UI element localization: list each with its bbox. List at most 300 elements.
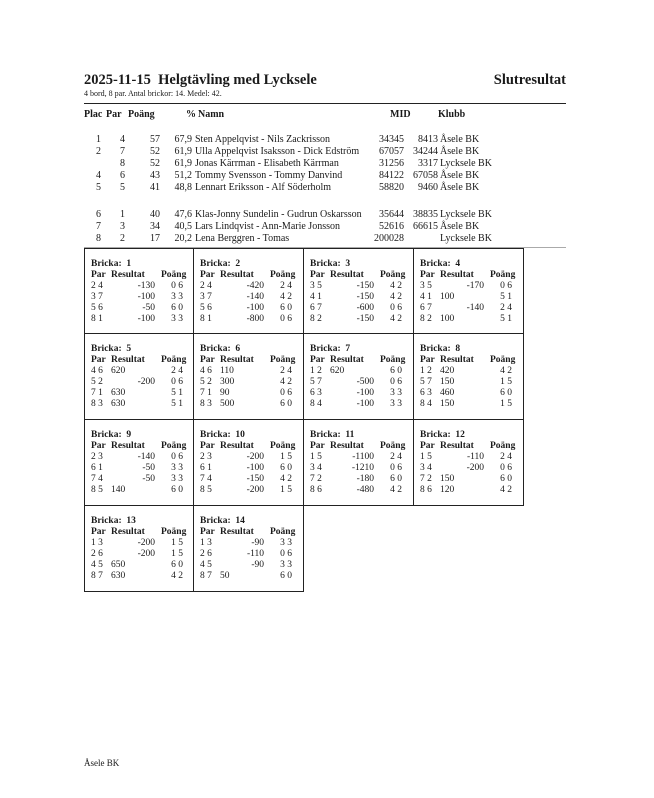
- board-points: 5 1: [500, 292, 512, 302]
- board-number: 10: [235, 430, 245, 440]
- pair-number: 7: [120, 146, 125, 157]
- board-row: [91, 571, 191, 582]
- pair-names: Lennart Eriksson - Alf Söderholm: [195, 182, 332, 193]
- pair-number: 1: [120, 209, 125, 220]
- board-points: 4 2: [390, 314, 402, 324]
- board-points: 2 4: [500, 303, 512, 313]
- board-col-poang: Poäng: [380, 270, 406, 280]
- board-label: Bricka:: [420, 430, 451, 440]
- pair-number: 2: [120, 233, 125, 244]
- board-col-resultat: Resultat: [220, 270, 254, 280]
- board-number: 9: [126, 430, 132, 440]
- member-id-2: 67058: [413, 170, 438, 181]
- board-pairs: 4 1: [310, 292, 322, 302]
- board-points: 2 4: [500, 452, 512, 462]
- board-pairs: 7 1: [91, 388, 103, 398]
- board-pairs: 7 2: [420, 474, 432, 484]
- board-points: 3 3: [171, 314, 183, 324]
- board-row: [420, 474, 520, 485]
- board-result: 100: [440, 292, 455, 302]
- board-col-par: Par: [420, 441, 435, 451]
- header-divider: [84, 103, 566, 104]
- board-result: -200: [137, 377, 155, 387]
- board-points: 6 0: [500, 474, 512, 484]
- result-row: [84, 170, 566, 182]
- board-row: [200, 399, 300, 410]
- board-points: 3 3: [171, 292, 183, 302]
- board-pairs: 2 3: [91, 452, 103, 462]
- board-row: [200, 377, 300, 388]
- board-pairs: 8 5: [91, 485, 103, 495]
- board-points: 5 1: [171, 399, 183, 409]
- placement: 7: [96, 221, 101, 232]
- board-result: 630: [111, 388, 126, 398]
- col-klubb: Klubb: [438, 109, 466, 120]
- pair-names: Lena Berggren - Tomas: [195, 233, 290, 244]
- board-points: 1 5: [280, 452, 292, 462]
- board-result: -200: [246, 452, 264, 462]
- board-row: [200, 463, 300, 474]
- board-col-par: Par: [310, 441, 325, 451]
- board-pairs: 4 6: [91, 366, 103, 376]
- board-pairs: 8 1: [91, 314, 103, 324]
- board-points: 0 6: [171, 452, 183, 462]
- points: 34: [150, 221, 160, 232]
- board-points: 0 6: [390, 463, 402, 473]
- board-points: 2 4: [171, 366, 183, 376]
- board-pairs: 5 2: [91, 377, 103, 387]
- board-row: [91, 560, 191, 571]
- board-points: 6 0: [390, 474, 402, 484]
- result-row: [84, 158, 566, 170]
- board-pairs: 5 6: [91, 303, 103, 313]
- board-pairs: 8 3: [200, 399, 212, 409]
- board-number: 2: [235, 259, 241, 269]
- board-pairs: 6 3: [310, 388, 322, 398]
- percent: 40,5: [174, 221, 192, 232]
- board-col-poang: Poäng: [490, 355, 516, 365]
- board-row: [420, 485, 520, 496]
- board-pairs: 4 1: [420, 292, 432, 302]
- board-result: 50: [220, 571, 230, 581]
- board-row: [310, 303, 410, 314]
- board-label: Bricka:: [91, 430, 122, 440]
- board-result: -100: [356, 399, 374, 409]
- board-result: -1210: [351, 463, 374, 473]
- points: 57: [150, 134, 160, 145]
- board-points: 4 2: [390, 485, 402, 495]
- board-result: -90: [251, 560, 264, 570]
- club: Åsele BK: [440, 146, 480, 157]
- results-header: [84, 109, 566, 121]
- points: 17: [150, 233, 160, 244]
- percent: 61,9: [174, 158, 192, 169]
- board-result: -480: [356, 485, 374, 495]
- board-points: 3 3: [390, 388, 402, 398]
- board-card: [414, 248, 524, 334]
- board-result: 110: [220, 366, 234, 376]
- placement: 2: [96, 146, 101, 157]
- board-card: [304, 248, 414, 334]
- col-poang: Poäng: [128, 109, 155, 120]
- board-result: 630: [111, 399, 126, 409]
- board-row: [91, 399, 191, 410]
- board-pairs: 7 4: [200, 474, 212, 484]
- board-pairs: 4 5: [200, 560, 212, 570]
- result-row: [84, 221, 566, 233]
- board-title: [91, 430, 131, 440]
- member-id-2: 3317: [418, 158, 438, 169]
- board-col-resultat: Resultat: [440, 441, 474, 451]
- pair-names: Lars Lindqvist - Ann-Marie Jonsson: [195, 221, 340, 232]
- board-col-resultat: Resultat: [220, 355, 254, 365]
- board-row: [420, 366, 520, 377]
- board-pairs: 3 5: [420, 281, 432, 291]
- board-col-resultat: Resultat: [330, 355, 364, 365]
- club: Lycksele BK: [440, 158, 492, 169]
- board-pairs: 8 6: [310, 485, 322, 495]
- placement: 1: [96, 134, 101, 145]
- board-pairs: 5 7: [420, 377, 432, 387]
- board-points: 3 3: [171, 463, 183, 473]
- board-row: [91, 485, 191, 496]
- board-result: -150: [356, 314, 374, 324]
- board-col-par: Par: [91, 270, 106, 280]
- board-points: 2 4: [280, 281, 292, 291]
- board-number: 11: [345, 430, 355, 440]
- club: Åsele BK: [440, 170, 480, 181]
- board-row: [310, 377, 410, 388]
- board-row: [310, 399, 410, 410]
- board-label: Bricka:: [310, 259, 341, 269]
- member-id-2: 38835: [413, 209, 438, 220]
- board-result: -140: [246, 292, 264, 302]
- board-pairs: 8 1: [200, 314, 212, 324]
- board-row: [91, 463, 191, 474]
- board-col-poang: Poäng: [270, 270, 296, 280]
- board-col-poang: Poäng: [380, 441, 406, 451]
- board-col-resultat: Resultat: [440, 270, 474, 280]
- board-row: [200, 560, 300, 571]
- board-result: -100: [246, 303, 264, 313]
- board-result: 120: [440, 485, 455, 495]
- board-col-par: Par: [200, 441, 215, 451]
- board-row: [310, 485, 410, 496]
- board-points: 4 2: [390, 292, 402, 302]
- board-points: 0 6: [280, 314, 292, 324]
- result-row: [84, 134, 566, 146]
- board-points: 3 3: [171, 474, 183, 484]
- board-result: -200: [137, 549, 155, 559]
- board-pairs: 8 7: [200, 571, 212, 581]
- board-label: Bricka:: [91, 344, 122, 354]
- board-row: [200, 314, 300, 325]
- points: 40: [150, 209, 160, 220]
- board-title: [420, 430, 465, 440]
- pair-number: 6: [120, 170, 125, 181]
- board-result: -50: [142, 463, 155, 473]
- board-points: 4 2: [390, 281, 402, 291]
- board-row: [91, 452, 191, 463]
- event-summary: 4 bord, 8 par. Antal brickor: 14. Medel: 42.: [84, 89, 222, 98]
- board-points: 3 3: [280, 538, 292, 548]
- board-label: Bricka:: [91, 259, 122, 269]
- board-col-par: Par: [200, 527, 215, 537]
- board-result: 140: [111, 485, 126, 495]
- board-card: [414, 334, 524, 420]
- board-col-resultat: Resultat: [111, 355, 145, 365]
- board-number: 5: [126, 344, 132, 354]
- board-card: [194, 506, 304, 592]
- board-card: [414, 420, 524, 506]
- board-row: [91, 314, 191, 325]
- percent: 48,8: [174, 182, 192, 193]
- board-pairs: 8 6: [420, 485, 432, 495]
- board-points: 6 0: [280, 303, 292, 313]
- board-row: [420, 399, 520, 410]
- board-pairs: 4 6: [200, 366, 212, 376]
- board-pairs: 8 4: [310, 399, 322, 409]
- pair-names: Tommy Svensson - Tommy Danvind: [195, 170, 343, 181]
- board-pairs: 1 2: [420, 366, 432, 376]
- member-id-1: 35644: [379, 209, 404, 220]
- board-card: [84, 248, 194, 334]
- board-number: 7: [345, 344, 351, 354]
- board-row: [420, 281, 520, 292]
- board-result: -100: [137, 292, 155, 302]
- board-title: [91, 344, 131, 354]
- board-pairs: 6 7: [420, 303, 432, 313]
- pair-number: 8: [120, 158, 125, 169]
- board-card: [84, 334, 194, 420]
- board-points: 4 2: [171, 571, 183, 581]
- points: 41: [150, 182, 160, 193]
- board-title: [200, 430, 245, 440]
- col-mid: MID: [390, 109, 411, 120]
- board-row: [420, 314, 520, 325]
- club: Lycksele BK: [440, 233, 492, 244]
- board-points: 4 2: [500, 366, 512, 376]
- board-title: [310, 259, 350, 269]
- board-result: -90: [251, 538, 264, 548]
- pair-names: Jonas Kärrman - Elisabeth Kärrman: [195, 158, 339, 169]
- board-result: 150: [440, 399, 455, 409]
- board-result: -150: [246, 474, 264, 484]
- member-id-1: 67057: [379, 146, 404, 157]
- board-col-par: Par: [310, 270, 325, 280]
- board-row: [91, 388, 191, 399]
- board-title: [420, 344, 460, 354]
- board-points: 6 0: [280, 463, 292, 473]
- result-row: [84, 146, 566, 158]
- board-result: -150: [356, 281, 374, 291]
- board-result: 150: [440, 474, 455, 484]
- board-points: 6 0: [390, 366, 402, 376]
- board-row: [420, 388, 520, 399]
- board-card: [84, 420, 194, 506]
- board-result: 620: [330, 366, 345, 376]
- board-pairs: 8 2: [420, 314, 432, 324]
- board-col-poang: Poäng: [380, 355, 406, 365]
- board-row: [200, 571, 300, 582]
- member-id-2: 9460: [418, 182, 438, 193]
- board-result: -50: [142, 474, 155, 484]
- board-pairs: 5 7: [310, 377, 322, 387]
- board-col-poang: Poäng: [490, 441, 516, 451]
- board-pairs: 5 6: [200, 303, 212, 313]
- board-col-par: Par: [91, 527, 106, 537]
- board-col-resultat: Resultat: [111, 441, 145, 451]
- board-number: 12: [455, 430, 465, 440]
- board-result: -420: [246, 281, 264, 291]
- board-pairs: 1 5: [420, 452, 432, 462]
- board-card: [194, 420, 304, 506]
- board-result: 300: [220, 377, 235, 387]
- board-result: -200: [466, 463, 484, 473]
- board-result: -110: [246, 549, 264, 559]
- board-pairs: 8 2: [310, 314, 322, 324]
- points: 52: [150, 146, 160, 157]
- board-col-poang: Poäng: [161, 441, 187, 451]
- club: Åsele BK: [440, 134, 480, 145]
- board-row: [310, 366, 410, 377]
- board-title: [200, 516, 245, 526]
- board-row: [310, 474, 410, 485]
- col-namn: Namn: [198, 109, 225, 120]
- board-points: 2 4: [280, 366, 292, 376]
- board-points: 0 6: [171, 281, 183, 291]
- board-result: 90: [220, 388, 230, 398]
- board-row: [91, 292, 191, 303]
- board-result: 100: [440, 314, 455, 324]
- board-points: 1 5: [171, 538, 183, 548]
- board-row: [91, 366, 191, 377]
- board-card: [194, 334, 304, 420]
- board-card: [84, 506, 194, 592]
- board-row: [310, 292, 410, 303]
- result-row: [84, 233, 566, 245]
- board-col-poang: Poäng: [270, 441, 296, 451]
- member-id-1: 200028: [374, 233, 404, 244]
- placement: 4: [96, 170, 101, 181]
- board-pairs: 7 4: [91, 474, 103, 484]
- member-id-1: 52616: [379, 221, 404, 232]
- board-title: [91, 259, 131, 269]
- board-number: 1: [126, 259, 132, 269]
- percent: 47,6: [174, 209, 192, 220]
- board-row: [200, 281, 300, 292]
- percent: 51,2: [174, 170, 192, 181]
- board-col-resultat: Resultat: [111, 527, 145, 537]
- board-pairs: 2 4: [200, 281, 212, 291]
- board-col-poang: Poäng: [161, 355, 187, 365]
- board-result: -140: [466, 303, 484, 313]
- board-pairs: 6 1: [200, 463, 212, 473]
- board-row: [200, 292, 300, 303]
- board-points: 0 6: [500, 463, 512, 473]
- board-result: -170: [466, 281, 484, 291]
- board-points: 0 6: [280, 388, 292, 398]
- board-result: 630: [111, 571, 126, 581]
- board-points: 6 0: [171, 560, 183, 570]
- board-card: [194, 248, 304, 334]
- board-pairs: 1 3: [200, 538, 212, 548]
- board-result: -600: [356, 303, 374, 313]
- board-col-resultat: Resultat: [220, 527, 254, 537]
- board-points: 3 3: [390, 399, 402, 409]
- board-result: 500: [220, 399, 235, 409]
- member-id-2: 66615: [413, 221, 438, 232]
- board-result: 420: [440, 366, 455, 376]
- board-pairs: 3 5: [310, 281, 322, 291]
- board-col-par: Par: [200, 270, 215, 280]
- placement: 8: [96, 233, 101, 244]
- board-result: -140: [137, 452, 155, 462]
- board-result: -200: [246, 485, 264, 495]
- board-pairs: 7 2: [310, 474, 322, 484]
- member-id-1: 58820: [379, 182, 404, 193]
- percent: 20,2: [174, 233, 192, 244]
- footer-club: Åsele BK: [84, 758, 120, 768]
- board-result: 460: [440, 388, 455, 398]
- pair-names: Sten Appelqvist - Nils Zackrisson: [195, 134, 330, 145]
- board-pairs: 8 5: [200, 485, 212, 495]
- pair-names: Ulla Appelqvist Isaksson - Dick Edström: [195, 146, 360, 157]
- board-row: [420, 377, 520, 388]
- result-row: [84, 209, 566, 221]
- pair-names: Klas-Jonny Sundelin - Gudrun Oskarsson: [195, 209, 362, 220]
- board-result: -200: [137, 538, 155, 548]
- club: Lycksele BK: [440, 209, 492, 220]
- board-points: 0 6: [171, 377, 183, 387]
- board-points: 6 0: [280, 571, 292, 581]
- board-points: 4 2: [280, 474, 292, 484]
- board-pairs: 6 3: [420, 388, 432, 398]
- board-col-resultat: Resultat: [330, 270, 364, 280]
- board-row: [91, 281, 191, 292]
- board-pairs: 2 4: [91, 281, 103, 291]
- board-row: [200, 474, 300, 485]
- placement: 5: [96, 182, 101, 193]
- board-result: 620: [111, 366, 126, 376]
- board-row: [310, 281, 410, 292]
- board-title: [91, 516, 136, 526]
- board-result: 650: [111, 560, 126, 570]
- board-title: [200, 344, 240, 354]
- board-result: -150: [356, 292, 374, 302]
- board-result: 150: [440, 377, 455, 387]
- board-pairs: 4 5: [91, 560, 103, 570]
- board-row: [200, 549, 300, 560]
- board-points: 6 0: [171, 485, 183, 495]
- board-result: -100: [356, 388, 374, 398]
- board-label: Bricka:: [310, 430, 341, 440]
- board-col-par: Par: [420, 270, 435, 280]
- board-row: [420, 463, 520, 474]
- member-id-1: 31256: [379, 158, 404, 169]
- board-row: [310, 452, 410, 463]
- board-points: 1 5: [171, 549, 183, 559]
- percent: 61,9: [174, 146, 192, 157]
- board-points: 4 2: [500, 485, 512, 495]
- board-pairs: 7 1: [200, 388, 212, 398]
- board-points: 5 1: [171, 388, 183, 398]
- board-number: 8: [455, 344, 461, 354]
- board-row: [420, 303, 520, 314]
- board-col-poang: Poäng: [270, 355, 296, 365]
- club: Åsele BK: [440, 221, 480, 232]
- club: Åsele BK: [440, 182, 480, 193]
